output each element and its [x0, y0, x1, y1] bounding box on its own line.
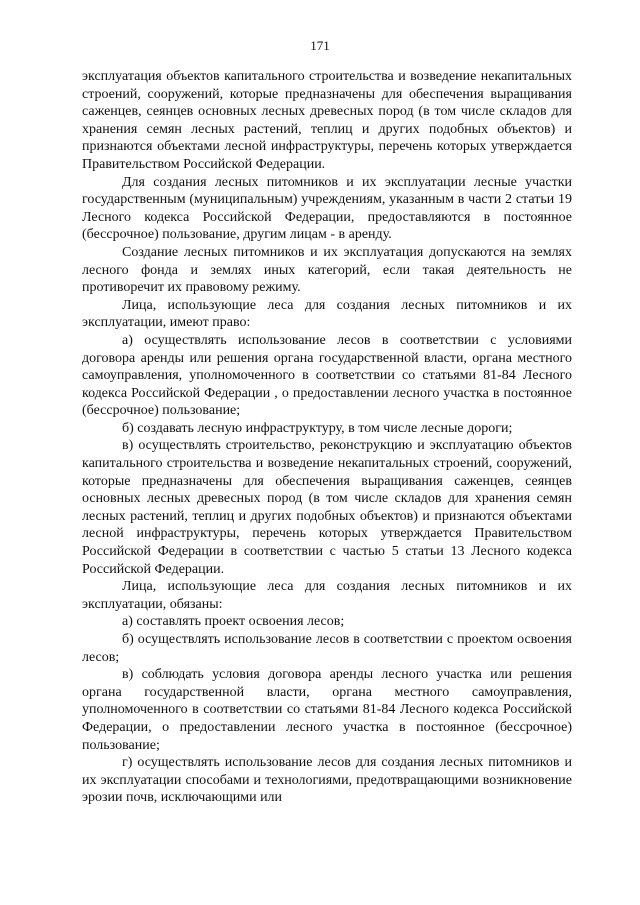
list-item: в) соблюдать условия договора аренды лесного участка или решения органа государственной власти, органа местного самоуправления, уполномоченного в соответствии со статьями 81-84 Лесного кодекса Российской Федерации, о предоставлении лесного участка в постоянное (бессрочное) пользование;: [82, 667, 572, 753]
paragraph: Для создания лесных питомников и их эксплуатации лесные участки государственным (муниципальным) учреждениям, указанным в части 2 статьи 19 Лесного кодекса Российской Федерации, предоставляются в постоянное (бессрочное) пользование, другим лицам - в аренду.: [82, 174, 572, 243]
paragraph: Создание лесных питомников и их эксплуатация допускаются на землях лесного фонда и землях иных категорий, если такая деятельность не противоречит их правовому режиму.: [82, 244, 572, 296]
list-item: б) создавать лесную инфраструктуру, в том числе лесные дороги;: [122, 420, 513, 436]
list-item: в) осуществлять строительство, реконструкцию и эксплуатацию объектов капитального строительства и возведение некапитальных строений, сооружений, которые предназначены для обеспечения выращивания саженцев, сеянцев основных лесных древесных пород (в том числе складов для хранения семян лесных растений, теплиц и других подобных объектов) и признаются объектами лесной инфраструктуры, перечень которых утверждается Правительством Российской Федерации в соответствии с частью 5 статьи 13 Лесного кодекса Российской Федерации.: [82, 438, 572, 577]
list-item: б) осуществлять использование лесов в соответствии с проектом освоения лесов;: [82, 632, 572, 665]
paragraph: Лица, использующие леса для создания лесных питомников и их эксплуатации, обязаны:: [82, 579, 572, 612]
list-item: а) составлять проект освоения лесов;: [122, 614, 345, 630]
page-number: 171: [310, 38, 330, 53]
document-body: [82, 68, 572, 807]
paragraph: эксплуатация объектов капитального строительства и возведение некапитальных строений, сооружений, которые предназначены для обеспечения выращивания саженцев, сеянцев основных лесных древесных пород (в том числе складов для хранения семян лесных растений, теплиц и других подобных объектов) и признаются объектами лесной инфраструктуры, перечень которых утверждается Правительством Российской Федерации.: [82, 69, 572, 172]
paragraph: Лица, использующие леса для создания лесных питомников и их эксплуатации, имеют право:: [82, 297, 572, 331]
list-item: а) осуществлять использование лесов в соответствии с условиями договора аренды или решения органа государственной власти, органа местного самоуправления, уполномоченного в соответствии со статьями 81-84 Лесного кодекса Российской Федерации , о предоставлении лесного участка в постоянное (бессрочное) пользование;: [82, 332, 572, 419]
list-item: г) осуществлять использование лесов для создания лесных питомников и их эксплуатации способами и технологиями, предотвращающими возникновение эрозии почв, исключающими или: [82, 755, 572, 806]
